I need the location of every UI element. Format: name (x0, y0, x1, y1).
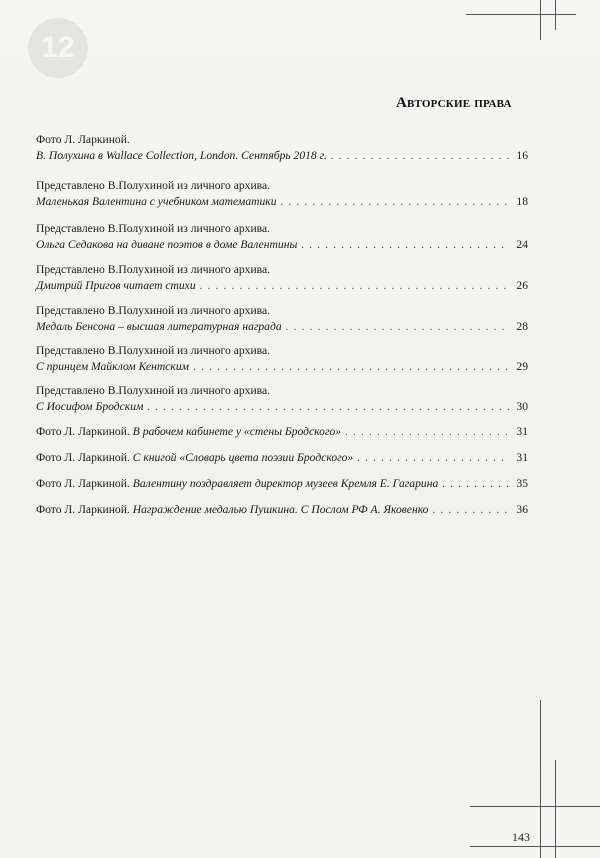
page-number: 31 (516, 451, 528, 464)
credit-entry (36, 178, 528, 211)
credit-entry (36, 132, 528, 165)
credit-entry (36, 262, 528, 295)
photo-caption: С Иосифом Бродским (36, 400, 144, 413)
photo-source: Фото Л. Ларкиной. (36, 425, 130, 438)
caption-line (36, 424, 528, 441)
photo-source: Представлено В.Полухиной из личного архива. (36, 222, 271, 235)
credit-entry (36, 476, 528, 493)
page-number: 28 (516, 320, 528, 333)
photo-caption: Награждение медалью Пушкина. С Послом РФ А. Яковенко (132, 503, 429, 516)
crop-mark (470, 806, 600, 807)
crop-mark (540, 0, 541, 40)
credit-entry (36, 424, 528, 441)
photo-source: Представлено В.Полухиной из личного архива. (36, 179, 271, 192)
page-number: 35 (516, 477, 528, 490)
page-number: 36 (516, 503, 528, 516)
photo-caption: В рабочем кабинете у «стены Бродского» (132, 425, 342, 438)
page-number: 30 (516, 400, 528, 413)
photo-source: Фото Л. Ларкиной. (36, 477, 130, 490)
photo-caption: Медаль Бенсона – высшая литературная награда (36, 320, 282, 333)
caption-line (36, 319, 528, 336)
crop-mark (555, 760, 556, 858)
leader-dots (331, 149, 510, 165)
credit-entry (36, 221, 528, 254)
photo-caption: С книгой «Словарь цвета поэзии Бродского» (132, 451, 354, 464)
caption-line (36, 237, 528, 254)
photo-source: Представлено В.Полухиной из личного архива. (36, 304, 271, 317)
leader-dots (345, 425, 510, 441)
credit-entry (36, 450, 528, 467)
caption-line (36, 502, 528, 519)
leader-dots (301, 238, 510, 254)
page-number: 16 (516, 149, 528, 162)
photo-source: Фото Л. Ларкиной. (36, 503, 130, 516)
caption-line (36, 148, 528, 165)
caption-line (36, 278, 528, 295)
photo-source: Фото Л. Ларкиной. (36, 133, 130, 146)
page-number: 26 (516, 279, 528, 292)
caption-line (36, 450, 528, 467)
credit-entry (36, 502, 528, 519)
leader-dots (193, 360, 510, 376)
page-folio: 143 (512, 830, 530, 844)
leader-dots (200, 279, 510, 295)
caption-line (36, 476, 528, 493)
page-number: 29 (516, 360, 528, 373)
crop-mark (466, 14, 576, 15)
page-number: 24 (516, 238, 528, 251)
section-heading: Авторские права (396, 95, 512, 111)
leader-dots (286, 320, 510, 336)
credit-entry (36, 383, 528, 416)
leader-dots (281, 195, 510, 211)
leader-dots (357, 451, 510, 467)
bleed-through-badge: 12 (28, 18, 88, 78)
photo-caption: Маленькая Валентина с учебником математики (36, 195, 277, 208)
photo-caption: Ольга Седакова на диване поэтов в доме Валентины (36, 238, 298, 251)
photo-source: Фото Л. Ларкиной. (36, 451, 130, 464)
credit-entry (36, 343, 528, 376)
photo-caption: Валентину поздравляет директор музеев Кремля Е. Гагарина (132, 477, 439, 490)
page-number: 31 (516, 425, 528, 438)
leader-dots (147, 400, 510, 416)
crop-mark (470, 846, 600, 847)
crop-mark (555, 0, 556, 30)
credit-entry (36, 303, 528, 336)
photo-source: Представлено В.Полухиной из личного архива. (36, 384, 271, 397)
caption-line (36, 359, 528, 376)
crop-mark (540, 700, 541, 858)
photo-caption: С принцем Майклом Кентским (36, 360, 190, 373)
leader-dots (442, 477, 510, 493)
leader-dots (432, 503, 510, 519)
caption-line (36, 399, 528, 416)
photo-source: Представлено В.Полухиной из личного архива. (36, 263, 271, 276)
photo-caption: Дмитрий Пригов читает стихи (36, 279, 196, 292)
caption-line (36, 194, 528, 211)
page-number: 18 (516, 195, 528, 208)
photo-caption: В. Полухина в Wallace Collection, London. Сентябрь 2018 г. (36, 149, 327, 162)
photo-source: Представлено В.Полухиной из личного архива. (36, 344, 271, 357)
